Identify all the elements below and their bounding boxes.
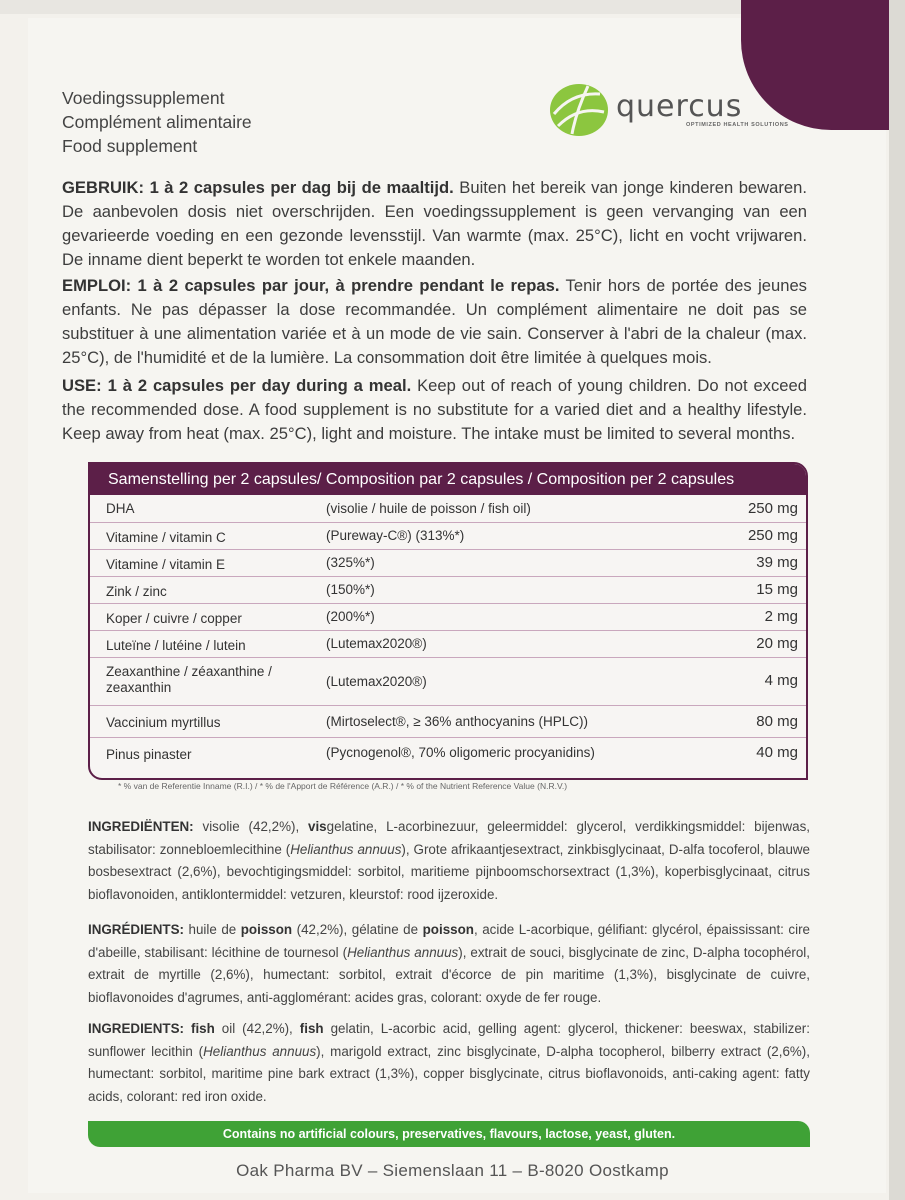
ingredient-name: Vitamine / vitamin E: [106, 557, 226, 572]
brand-logo: [548, 82, 789, 138]
usage-en-dose: 1 à 2 capsules per day during a meal.: [107, 376, 412, 395]
ingredients-en-label: INGREDIENTS:: [88, 1021, 184, 1036]
ingredients-text: olie (42,2%),: [218, 819, 309, 834]
manufacturer-address: Oak Pharma BV – Siemenslaan 11 – B-8020 Oostkamp: [236, 1161, 669, 1180]
ingredient-amount: 250 mg: [747, 500, 798, 517]
ingredients-fr-label: INGRÉDIENTS:: [88, 922, 184, 937]
ingredients-text: ), marigold extract, zinc bisglycinate, D-alpha tocopherol, bilberry extract (2,6%), humectant: sorbitol, maritime pine bark extract (1,3%), copper bisglycinate, citrus bioflavonoids, anti-caking agent: fatty acids, colorant: red iron oxide.: [88, 1043, 810, 1104]
composition-table: [88, 462, 808, 780]
table-row: [90, 523, 806, 550]
table-row: [90, 550, 806, 577]
ingredients-text: huile de: [183, 922, 241, 937]
ingredients-text: (42,2%), gélatine de: [292, 922, 423, 937]
allergen-bold: vis: [308, 819, 327, 834]
ingredient-name: Zeaxanthine / zéaxanthine / zeaxanthin: [106, 664, 272, 695]
usage-en: [62, 374, 807, 446]
ingredient-note: (visolie / huile de poisson / fish oil): [326, 501, 531, 516]
ingredients-fr: [88, 919, 810, 1009]
allergen-bold: poisson: [240, 922, 293, 937]
ingredient-amount: 39 mg: [756, 554, 798, 571]
ingredient-note: (Pycnogenol®, 70% oligomeric procyanidins): [326, 745, 595, 760]
ingredients-text: gelatine, L-acorbinezuur, geleermiddel: glycerol, verdikkingsmiddel: bijenwas, stabilisator: zonnebloemlecithine (: [88, 819, 810, 857]
ingredients-nl: [88, 816, 810, 906]
ingredients-text: oil (42,2%),: [214, 1021, 300, 1036]
ingredient-note: (Lutemax2020®): [326, 674, 427, 689]
product-type-nl: Voedingssupplement: [62, 88, 225, 108]
ingredient-amount: 2 mg: [764, 608, 798, 625]
ingredient-amount: 80 mg: [756, 713, 798, 730]
latin-name: Helianthus annuus: [347, 944, 459, 960]
table-row: [90, 631, 806, 658]
usage-en-label: USE:: [62, 376, 102, 395]
ingredient-amount: 4 mg: [764, 672, 798, 689]
ingredient-name: Pinus pinaster: [106, 747, 192, 762]
ingredient-note: (325%*): [326, 555, 375, 570]
ingredient-note: (Lutemax2020®): [326, 636, 427, 651]
ingredients-text: , acide L-acorbique, gélifiant: glycérol, épaississant: cire d'abeille, stabilisant: lécithine de tournesol (: [88, 922, 810, 960]
product-type-list: [62, 86, 252, 158]
ingredient-name: DHA: [106, 501, 135, 516]
composition-header: Samenstelling per 2 capsules/ Composition par 2 capsules / Composition per 2 capsules: [90, 464, 806, 495]
ingredient-amount: 20 mg: [756, 635, 798, 652]
ingredient-name: Vaccinium myrtillus: [106, 715, 221, 730]
reference-footnote: * % van de Referentie Inname (R.I.) / * % de l'Apport de Référence (A.R.) / * % of the Nutrient Reference Value (N.R.V.): [118, 781, 568, 791]
ingredient-name: Koper / cuivre / copper: [106, 611, 242, 626]
usage-nl-text: Buiten het bereik van jonge kinderen bewaren. De aanbevolen dosis niet overschrijden. Een voedingssupplement is geen vervanging van een gevarieerde voeding en een gezonde levensstijl. Van warmte (max. 25°C), licht en vocht vrijwaren. De inname dient beperkt te worden tot enkele maanden.: [62, 178, 807, 269]
latin-name: Helianthus annuus: [203, 1043, 317, 1059]
usage-fr: [62, 274, 807, 370]
table-row: [90, 738, 806, 769]
ingredients-text: gelatin, L-acorbic acid, gelling agent: glycerol, thickener: beeswax, stabilizer: sunflower lecithin (: [88, 1021, 810, 1059]
box-side-edge: [889, 0, 905, 1200]
latin-name: Helianthus annuus: [290, 841, 402, 857]
product-type-fr: Complément alimentaire: [62, 112, 252, 132]
table-row: [90, 577, 806, 604]
ingredients-nl-label: INGREDIËNTEN:: [88, 819, 194, 834]
allergen-bold: fish: [299, 1021, 324, 1036]
contains-no-banner: Contains no artificial colours, preservatives, flavours, lactose, yeast, gluten.: [88, 1121, 810, 1147]
usage-en-text: Keep out of reach of young children. Do not exceed the recommended dose. A food supplement is no substitute for a varied diet and a healthy lifestyle. Keep away from heat (max. 25°C), light and moisture. The intake must be limited to several months.: [62, 376, 807, 443]
product-type-en: Food supplement: [62, 136, 198, 156]
usage-nl-label: GEBRUIK:: [62, 178, 145, 197]
ingredients-text: ), extrait de souci, bisglycinate de zinc, D-alpha tocophérol, extrait de myrtille (2,6%), humectant: sorbitol, extrait d'écorce de pin maritime (1,3%), bisglycinate de cuivre, bioflavonoides d'agrumes, anti-agglomérant: acides gras, colorant: oxyde de fer rouge.: [88, 944, 810, 1005]
ingredients-en: [88, 1018, 810, 1108]
table-row: [90, 706, 806, 738]
table-row: [90, 658, 806, 706]
ingredient-note: (150%*): [326, 582, 375, 597]
ingredient-name: Vitamine / vitamin C: [106, 530, 226, 545]
usage-fr-dose: 1 à 2 capsules par jour, à prendre pendant le repas.: [137, 276, 560, 295]
brand-name: quercus: [616, 89, 743, 124]
table-row: [90, 495, 806, 523]
ingredient-amount: 40 mg: [756, 744, 798, 761]
usage-nl-dose: 1 à 2 capsules per dag bij de maaltijd.: [149, 178, 454, 197]
ingredient-note: (Mirtoselect®, ≥ 36% anthocyanins (HPLC)): [326, 714, 588, 729]
ingredient-note: (200%*): [326, 609, 375, 624]
ingredients-text: ), Grote afrikaantjesextract, zinkbisglycinaat, D-alfa tocoferol, blauwe bosbesextract (2,6%), bevochtigingsmiddel: sorbitol, maritieme pijnboomschorsextract (1,3%), koperbisglycinaat, citrus bioflavonoiden, antiklontermiddel: vetzuren, kleurstof: rood ijzeroxide.: [88, 841, 811, 902]
ingredient-name: Luteïne / lutéine / lutein: [106, 638, 246, 653]
ingredient-amount: 250 mg: [747, 527, 798, 544]
allergen-bold: fish: [190, 1021, 215, 1036]
ingredient-name: Zink / zinc: [106, 584, 167, 599]
leaf-logo-icon: [548, 82, 610, 138]
brand-tagline: OPTIMIZED HEALTH SOLUTIONS: [686, 122, 789, 128]
ingredient-note: (Pureway-C®) (313%*): [326, 528, 465, 543]
table-row: [90, 604, 806, 631]
allergen-bold: poisson: [422, 922, 474, 937]
ingredient-amount: 15 mg: [756, 581, 798, 598]
usage-fr-text: Tenir hors de portée des jeunes enfants. Ne pas dépasser la dose recommandée. Un complément alimentaire ne doit pas se substituer à une alimentation variée et à un mode de vie sain. Conserver à l'abri de la chaleur (max. 25°C), de l'humidité et de la lumière. La consommation doit être limitée à quelques mois.: [62, 276, 807, 367]
usage-nl: [62, 176, 807, 272]
usage-fr-label: EMPLOI:: [62, 276, 132, 295]
ingredients-text: vis: [193, 819, 219, 834]
